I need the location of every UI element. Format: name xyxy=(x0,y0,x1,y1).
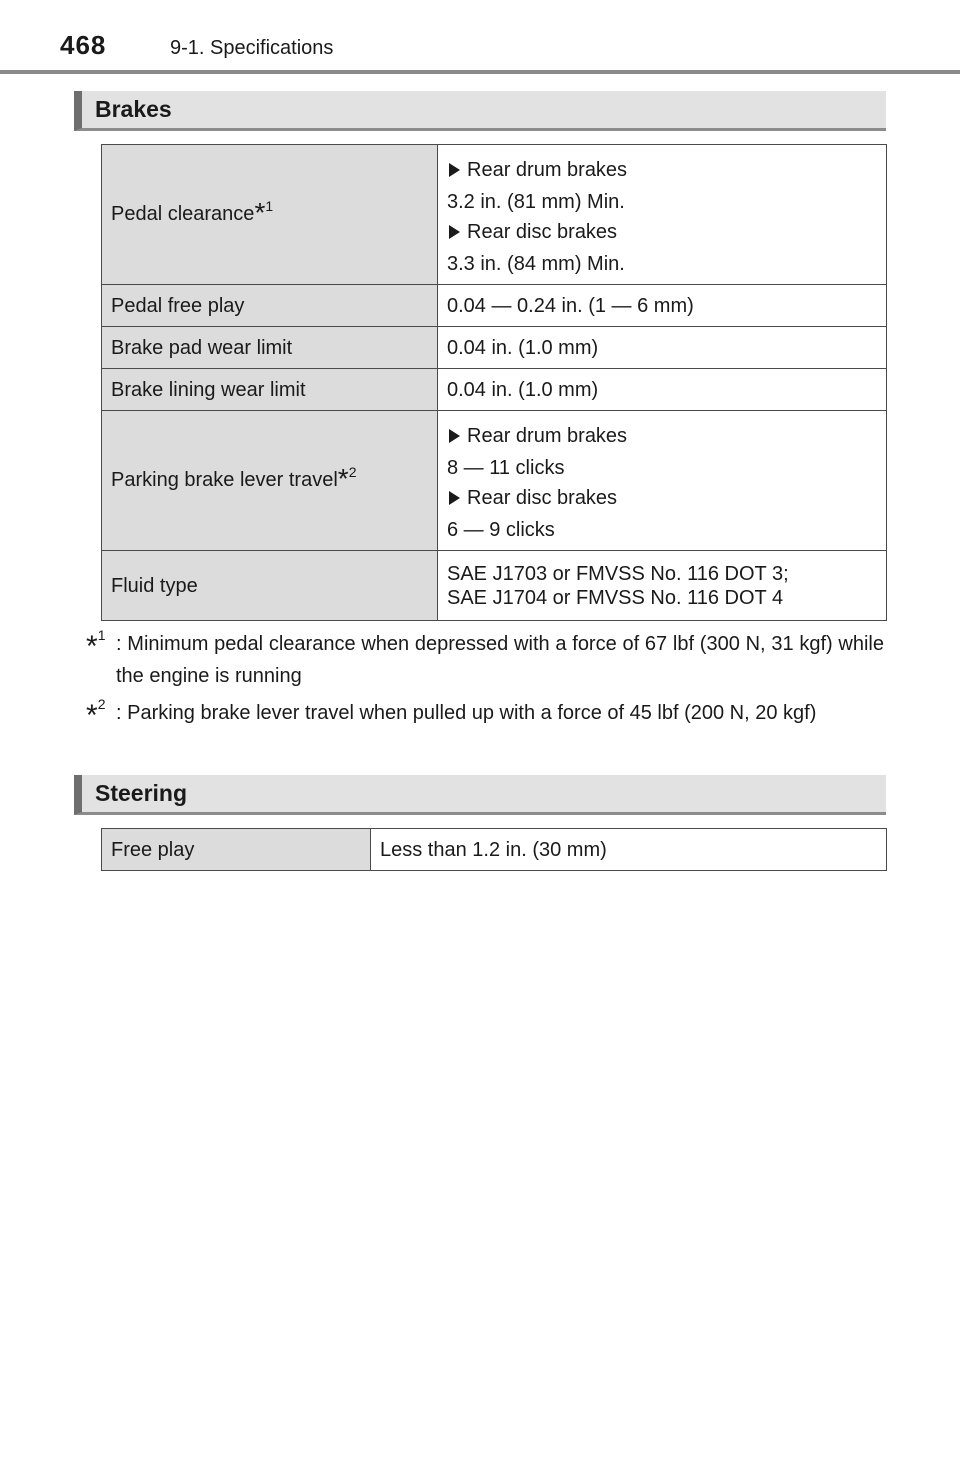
steering-section-heading xyxy=(74,775,886,815)
spec-value xyxy=(438,411,887,551)
spec-value: 0.04 — 0.24 in. (1 — 6 mm) xyxy=(438,285,887,327)
triangle-right-icon xyxy=(449,225,460,239)
table-row xyxy=(102,327,887,369)
chapter-title: 9-1. Specifications xyxy=(170,37,334,59)
spec-label: Brake pad wear limit xyxy=(102,327,438,369)
spec-label: Pedal free play xyxy=(102,285,438,327)
footnote-1 xyxy=(86,628,884,692)
option-value: 3.3 in. (84 mm) Min. xyxy=(447,252,625,275)
option-name: Rear disc brakes xyxy=(467,220,618,243)
fluid-type-line: SAE J1704 or FMVSS No. 116 DOT 4 xyxy=(447,586,784,609)
steering-title: Steering xyxy=(95,780,188,806)
footnote-marker xyxy=(86,628,116,661)
triangle-right-icon xyxy=(449,163,460,177)
header-divider xyxy=(0,70,960,74)
spec-value xyxy=(438,551,887,621)
option-value: 8 — 11 clicks xyxy=(447,456,565,479)
option-name: Rear drum brakes xyxy=(467,158,628,181)
parking-brake-label: Parking brake lever travel xyxy=(111,469,338,491)
page-number: 468 xyxy=(60,30,107,60)
table-row xyxy=(102,551,887,621)
fluid-type-line: SAE J1703 or FMVSS No. 116 DOT 3; xyxy=(447,562,789,585)
table-row xyxy=(102,285,887,327)
spec-value: 0.04 in. (1.0 mm) xyxy=(438,369,887,411)
brakes-spec-table xyxy=(101,144,887,621)
option-value: 6 — 9 clicks xyxy=(447,518,555,541)
table-row xyxy=(102,829,887,871)
footnote-marker xyxy=(86,697,116,730)
footnote-number: 2 xyxy=(97,696,106,712)
footnote-ref: 1 xyxy=(265,198,274,214)
footnote-text: : Parking brake lever travel when pulled up with a force of 45 lbf (200 N, 20 kgf) xyxy=(116,702,817,724)
table-row xyxy=(102,145,887,285)
triangle-right-icon xyxy=(449,429,460,443)
footnote-2 xyxy=(86,696,884,732)
spec-label xyxy=(102,145,438,285)
table-row xyxy=(102,369,887,411)
option-heading xyxy=(447,158,877,182)
spec-value xyxy=(438,145,887,285)
option-heading xyxy=(447,220,877,244)
footnote-number: 1 xyxy=(97,627,106,643)
brakes-title: Brakes xyxy=(95,96,172,122)
asterisk-icon: * xyxy=(254,197,266,228)
table-row xyxy=(102,411,887,551)
triangle-right-icon xyxy=(449,491,460,505)
asterisk-icon: * xyxy=(337,463,349,494)
asterisk-icon: * xyxy=(86,630,98,663)
option-heading xyxy=(447,486,877,510)
spec-label xyxy=(102,411,438,551)
spec-label: Brake lining wear limit xyxy=(102,369,438,411)
asterisk-icon: * xyxy=(86,699,98,732)
spec-label: Free play xyxy=(102,829,371,871)
pedal-clearance-label: Pedal clearance xyxy=(111,203,255,225)
steering-spec-table xyxy=(101,828,887,871)
page-header xyxy=(0,0,960,76)
option-name: Rear drum brakes xyxy=(467,424,628,447)
brakes-section-heading xyxy=(74,91,886,131)
spec-label: Fluid type xyxy=(102,551,438,621)
option-name: Rear disc brakes xyxy=(467,486,618,509)
spec-value: 0.04 in. (1.0 mm) xyxy=(438,327,887,369)
spec-value: Less than 1.2 in. (30 mm) xyxy=(371,829,887,871)
option-value: 3.2 in. (81 mm) Min. xyxy=(447,190,625,213)
option-heading xyxy=(447,424,877,448)
footnote-text: : Minimum pedal clearance when depressed with a force of 67 lbf (300 N, 31 kgf) while the engine is running xyxy=(116,633,884,687)
footnote-ref: 2 xyxy=(348,464,357,480)
